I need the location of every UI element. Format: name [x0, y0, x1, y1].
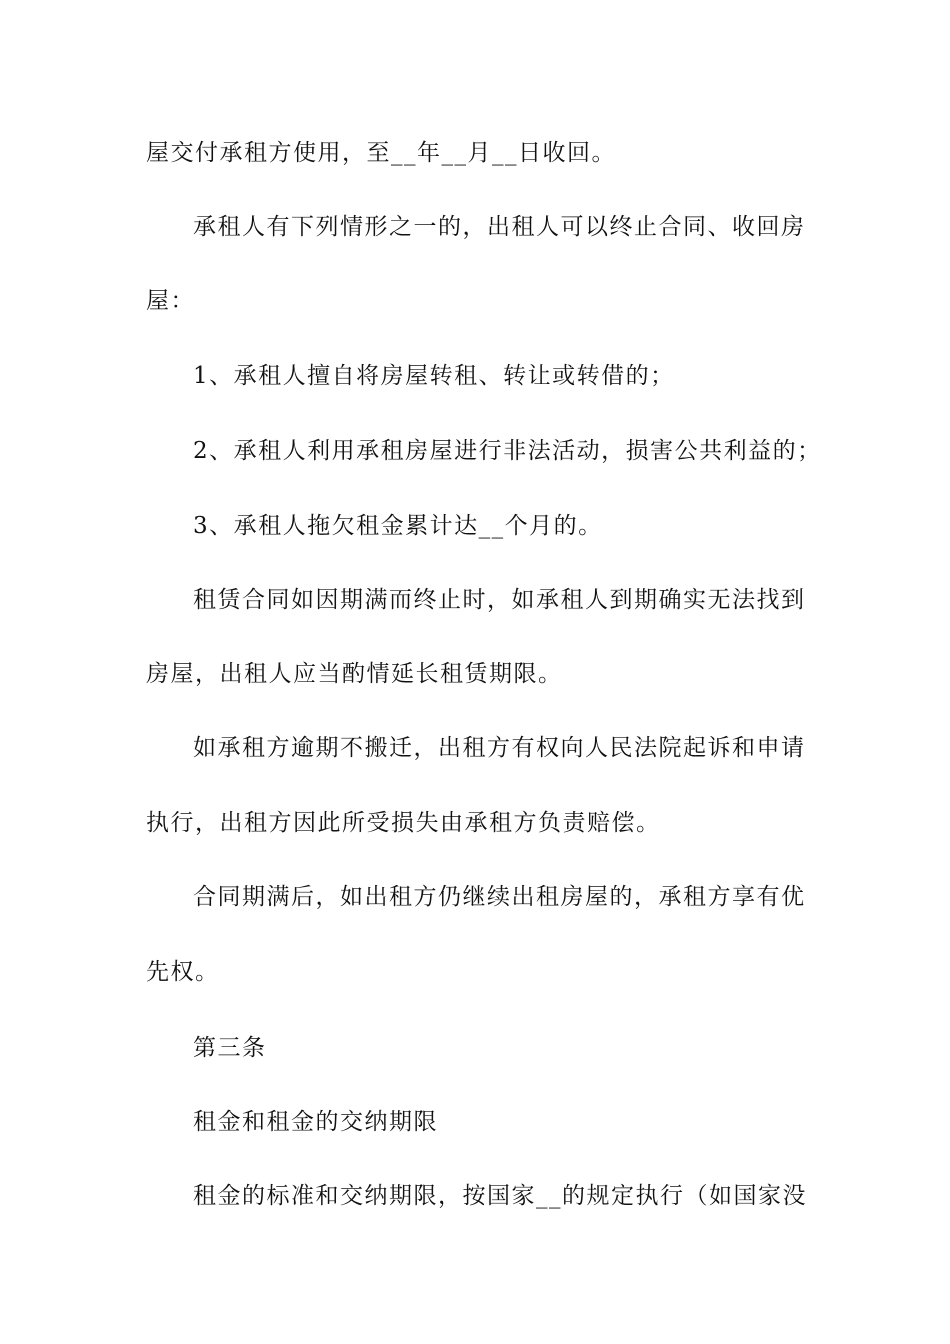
text-line-7: 租赁合同如因期满而终止时，如承租人到期确实无法找到 — [193, 587, 806, 613]
text-line-9: 如承租方逾期不搬迁，出租方有权向人民法院起诉和申请 — [193, 735, 806, 761]
text-line-4: 1、承租人擅自将房屋转租、转让或转借的； — [193, 363, 675, 389]
text-line-3: 屋： — [146, 288, 195, 314]
text-line-1: 屋交付承租方使用，至__年__月__日收回。 — [146, 140, 616, 166]
text-line-6: 3、承租人拖欠租金累计达__个月的。 — [193, 513, 603, 539]
text-line-11: 合同期满后，如出租方仍继续出租房屋的，承租方享有优 — [193, 884, 806, 910]
text-line-10: 执行，出租方因此所受损失由承租方负责赔偿。 — [146, 810, 661, 836]
text-line-8: 房屋，出租人应当酌情延长租赁期限。 — [146, 661, 563, 687]
section-subheading: 租金和租金的交纳期限 — [193, 1109, 438, 1135]
section-heading: 第三条 — [193, 1035, 267, 1061]
text-line-5: 2、承租人利用承租房屋进行非法活动，损害公共利益的； — [193, 438, 822, 464]
text-line-12: 先权。 — [146, 959, 220, 985]
text-line-2: 承租人有下列情形之一的，出租人可以终止合同、收回房 — [193, 214, 806, 240]
text-line-15: 租金的标准和交纳期限，按国家__的规定执行（如国家没 — [193, 1183, 807, 1209]
